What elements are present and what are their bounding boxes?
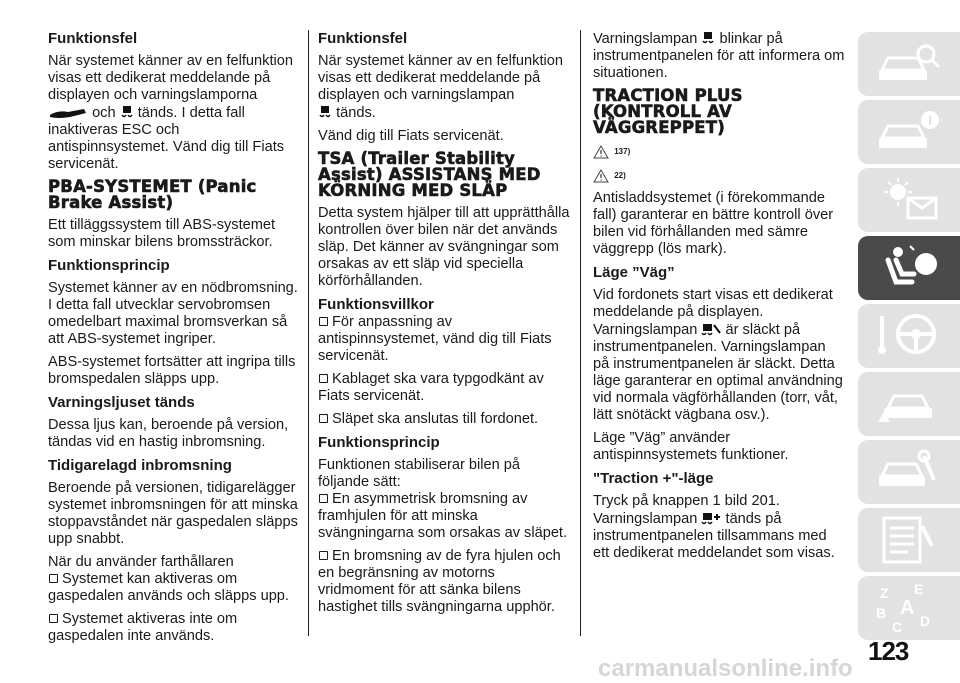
paragraph: Dessa ljus kan, beroende på version, tändas vid en hastig inbromsning.	[48, 417, 289, 450]
paragraph: ABS-systemet fortsätter att ingripa tills bromspedalen släpps upp.	[48, 354, 296, 387]
column-divider	[308, 30, 309, 636]
paragraph: Vid fordonets start visas ett dedikerat meddelande på displayen. Varningslampan är släckt på instrumentpanelen. Varningslampan på instrumentpanelen är släckt. Detta läge garanterar en optimal användning vid normala vägförhållanden (torr, våt, lätt snötäckt vägbana osv.).	[593, 287, 843, 423]
steering-wheel-icon	[874, 310, 944, 362]
bullet-item: Systemet aktiveras inte om gaspedalen inte används.	[48, 611, 238, 644]
tab-car-info[interactable]	[858, 100, 960, 164]
heading-funktionsfel: Funktionsfel	[318, 30, 408, 47]
column-middle	[318, 30, 572, 622]
warning-triangle-icon	[593, 169, 609, 183]
tab-seat-airbag[interactable]	[858, 236, 960, 300]
bullet-square-icon	[319, 494, 328, 503]
svg-text:Z: Z	[880, 585, 889, 601]
traction-plus-icon	[701, 510, 721, 526]
paragraph: När systemet känner av en felfunktion visas ett dedikerat meddelande på displayen och varningslampan tänds.	[318, 53, 563, 121]
heading-lage-vag: Läge ”Väg”	[593, 264, 675, 281]
car-breakdown-icon	[874, 378, 944, 430]
paragraph: Varningslampan tänds på instrumentpanelen tillsammans med ett dedikerat meddelandet som visas.	[593, 511, 835, 561]
tab-breakdown[interactable]	[858, 372, 960, 436]
column-right	[593, 30, 845, 568]
bullet-square-icon	[319, 374, 328, 383]
paragraph: När systemet känner av en felfunktion visas ett dedikerat meddelande på displayen och varningslamporna och tänds. I detta fall inaktiveras ESC och antispinnsystemet. Vänd dig till Fiats servicenät.	[48, 53, 293, 172]
bullet-item: Kablaget ska vara typgodkänt av Fiats servicenät.	[318, 371, 544, 404]
bullet-square-icon	[319, 317, 328, 326]
paragraph: När du använder farthållaren	[48, 554, 234, 570]
seat-airbag-icon	[874, 242, 944, 294]
paragraph: Läge ”Väg” använder antispinnsystemets funktioner.	[593, 430, 789, 463]
car-info-icon	[874, 106, 944, 158]
heading-pba: PBA-SYSTEMET (Panic Brake Assist)	[48, 177, 257, 212]
paragraph: Ett tilläggssystem till ABS-systemet som minskar bilens bromssträckor.	[48, 217, 276, 250]
bullet-square-icon	[319, 414, 328, 423]
heading-funktionsfel: Funktionsfel	[48, 30, 138, 47]
svg-text:C: C	[892, 619, 903, 634]
heading-traction-plus: TRACTION PLUS (KONTROLL AV VÄGGREPPET)	[593, 86, 743, 137]
bullet-item: En asymmetrisk bromsning av framhjulen för att minska svängningarna som orsakas av släpet.	[318, 491, 568, 541]
tab-checklist[interactable]	[858, 508, 960, 572]
column-divider	[580, 30, 581, 636]
svg-text:A: A	[900, 597, 915, 619]
paragraph: Tryck på knappen 1 bild 201.	[593, 493, 780, 509]
traction-warning-icon	[120, 104, 134, 120]
tab-lights-mail[interactable]	[858, 168, 960, 232]
alphabet-index-icon	[874, 582, 944, 634]
svg-text:B: B	[876, 605, 887, 621]
page-number: 123	[868, 636, 909, 666]
tab-steering[interactable]	[858, 304, 960, 368]
bullet-square-icon	[319, 551, 328, 560]
svg-text:D: D	[920, 613, 931, 629]
bullet-square-icon	[49, 574, 58, 583]
heading-traction-mode: "Traction +"-läge	[593, 470, 714, 487]
paragraph: Funktionen stabiliserar bilen på följande sätt:	[318, 457, 520, 490]
heading-funktionsprincip: Funktionsprincip	[318, 434, 440, 451]
bullet-item: Släpet ska anslutas till fordonet.	[318, 411, 572, 428]
paragraph: Systemet känner av en nödbromsning. I detta fall utvecklar servobromsen omedelbart maximal bromsverkan så att ABS-systemet ingriper.	[48, 280, 298, 347]
traction-warning-icon	[318, 104, 332, 120]
heading-funktionsvillkor: Funktionsvillkor	[318, 296, 434, 313]
traction-warning-icon	[701, 30, 715, 46]
paragraph: Detta system hjälper till att upprätthålla kontrollen över bilen när det används släp. Det känner av svängningar som orsakas av ett släp vid speciella körförhållanden.	[318, 205, 570, 289]
checklist-icon	[874, 514, 944, 566]
tab-car-wrench[interactable]	[858, 440, 960, 504]
heading-varningsljuset: Varningsljuset tänds	[48, 394, 195, 411]
paragraph: Beroende på versionen, tidigarelägger systemet inbromsningen för att minska stoppavståndet när gaspedalen släpps upp snabbt.	[48, 480, 298, 547]
lights-mail-icon	[874, 174, 944, 226]
car-wrench-icon	[874, 446, 944, 498]
paragraph: Vänd dig till Fiats servicenät.	[318, 128, 504, 144]
paragraph: Varningslampan blinkar på instrumentpanelen för att informera om situationen.	[593, 31, 845, 81]
warning-triangle-icon	[593, 145, 609, 159]
bullet-item: För anpassning av antispinnsystemet, vänd dig till Fiats servicenät.	[318, 314, 552, 364]
tab-alphabet-index[interactable]	[858, 576, 960, 640]
bullet-square-icon	[49, 614, 58, 623]
heading-tidigarelagd: Tidigarelagd inbromsning	[48, 457, 232, 474]
tab-car-search[interactable]	[858, 32, 960, 96]
bullet-item: En bromsning av de fyra hjulen och en begränsning av motorns vridmoment för att sänka bilens hastighet tills svängningarna upphör.	[318, 548, 561, 615]
esc-warning-icon	[48, 106, 88, 120]
car-search-icon	[874, 38, 944, 90]
heading-tsa: TSA (Trailer Stability Assist) ASSISTANS MED KÖRNING MED SLÄP	[318, 149, 541, 200]
watermark: carmanualsonline.info	[598, 655, 853, 682]
paragraph: Antisladdsystemet (i förekommande fall) garanterar en bättre kontroll över bilen vid förhållanden med sämre väggrepp (lös mark).	[593, 190, 834, 257]
traction-off-icon	[701, 321, 721, 337]
note-137: 137)	[593, 142, 845, 162]
column-left	[48, 30, 302, 651]
heading-funktionsprincip: Funktionsprincip	[48, 257, 170, 274]
bullet-item: Systemet kan aktiveras om gaspedalen används och släpps upp.	[48, 571, 289, 604]
note-22: 22)	[593, 166, 845, 186]
svg-text:E: E	[914, 582, 924, 597]
